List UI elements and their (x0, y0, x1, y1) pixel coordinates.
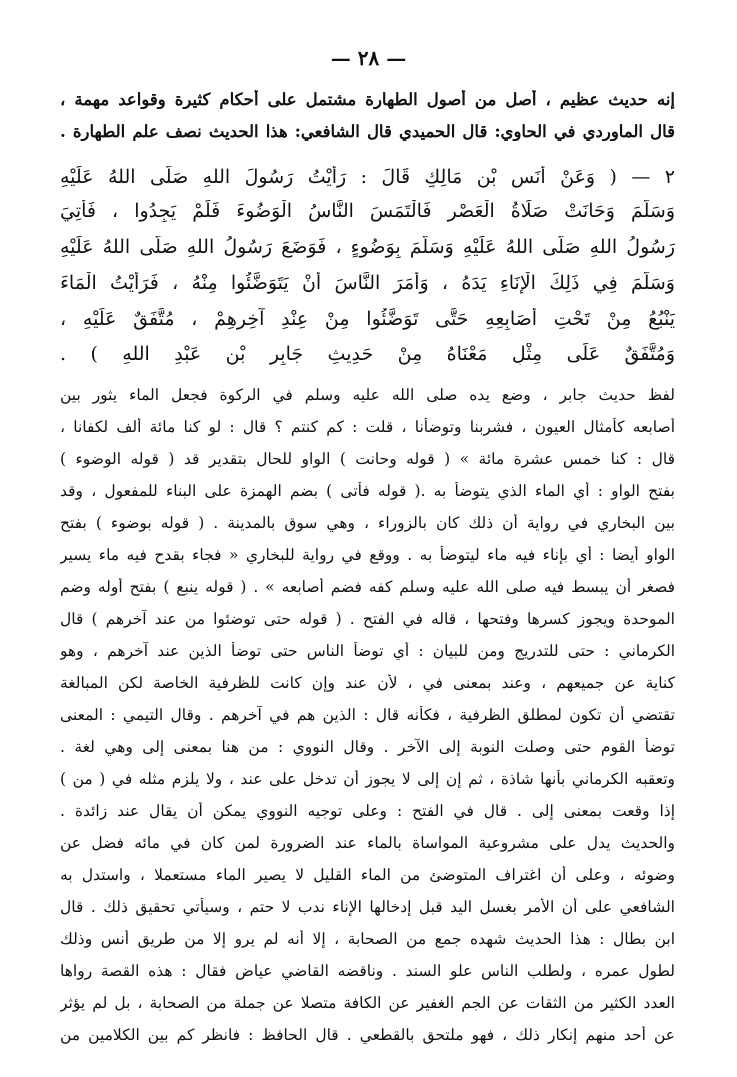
page-number: — ٢٨ — (330, 46, 407, 70)
hadith-line: وَسَلَّمَ وَحَانَتْ صَلَاةُ الْعَصْرِ فَالْتَمَسَ النَّاسُ الْوَضُوءَ فَلَمْ يَجِدُوا ، فَأُتِيَ (60, 200, 675, 222)
commentary-line: ابن بطال : هذا الحديث شهده جمع من الصحابة ، إلا أنه لم يرو إلا من طريق أنس وذلك (60, 930, 675, 948)
hadith-line: وَمُتَّفَقٌ عَلَى مِثْلِ مَعْنَاهُ مِنْ حَدِيثِ جَابِرِ بْنِ عَبْدِ اللهِ ) . (60, 343, 675, 365)
intro-line: إنه حديث عظيم ، أصل من أصول الطهارة مشتمل على أحكام كثيرة وقواعد مهمة ، (60, 90, 675, 109)
commentary-line: وضوئه ، وعلى أن اغتراف المتوضئ من الماء القليل لا يصير الماء مستعملا ، واستدل به (60, 866, 675, 884)
commentary-line: إذا وقعت بمعنى إلى . قال في الفتح : وعلى توجيه النووي يمكن أن يقال عند زائدة . (60, 802, 675, 820)
commentary-line: عن أحد منهم إنكار ذلك ، فهو ملتحق بالقطعي . قال الحافظ : فانظر كم بين الكلامين من (60, 1026, 675, 1044)
commentary-line: تقتضي أن تكون لمطلق الظرفية ، فكأنه قال : الذين هم في آخرهم . وقال التيمي : المعنى (60, 706, 675, 724)
commentary-line: والحديث يدل على مشروعية المواساة بالماء عند الضرورة لمن كان في مائه فضل عن (60, 834, 675, 852)
commentary-line: بفتح الواو : أي الماء الذي يتوضأ به .( قوله فأتى ) بضم الهمزة على البناء للمفعول ، وقد (60, 482, 675, 500)
commentary-line: كناية عن جميعهم ، وعند بمعنى في ، لأن عند وإن كانت للظرفية الخاصة لكن المبالغة (60, 674, 675, 692)
hadith-line: ٢ — ( وَعَنْ أَنَسِ بْنِ مَالِكٍ قَالَ : رَأَيْتُ رَسُولَ اللهِ صَلَّى اللهُ عَلَيْهِ (60, 166, 675, 188)
hadith-line: يَنْبُعُ مِنْ تَحْتِ أَصَابِعِهِ حَتَّى تَوَضَّئُوا مِنْ عِنْدِ آخِرِهِمْ ، مُتَّفَقٌ عَلَيْهِ ، (60, 308, 675, 330)
commentary-line: توضأ القوم حتى وصلت النوبة إلى الآخر . وقال النووي : من هنا بمعنى إلى وهي لغة . (60, 738, 675, 756)
commentary-line: لفظ حديث جابر ، وضع يده صلى الله عليه وسلم في الركوة فجعل الماء يثور بين (60, 386, 675, 404)
commentary-line: العدد الكثير من الثقات عن الجم الغفير عن الكافة متصلا عن جملة من الصحابة ، بل لم يؤثر (60, 994, 675, 1012)
hadith-line: رَسُولُ اللهِ صَلَّى اللهُ عَلَيْهِ وَسَلَّمَ بِوَضُوءٍ ، فَوَضَعَ رَسُولُ اللهِ صَلَّى اللهُ عَلَيْهِ (60, 236, 675, 258)
commentary-line: فصغر أن يبسط فيه صلى الله عليه وسلم كفه فضم أصابعه » . ( قوله ينبع ) بفتح أوله وضم (60, 578, 675, 596)
commentary-line: الكرماني : حتى للتدريج ومن للبيان : أي توضأ الناس حتى توضأ الذين عند آخرهم ، وهو (60, 642, 675, 660)
commentary-line: أصابعه كأمثال العيون ، فشربنا وتوضأنا ، قلت : كم كنتم ؟ قال : لو كنا مائة ألف لكفانا ، (60, 418, 675, 436)
commentary-line: الشافعي على أن الأمر بغسل اليد قبل إدخالها الإناء ندب لا حتم ، وسيأتي تحقيق ذلك . قال (60, 898, 675, 916)
commentary-line: الواو أيضا : أي بإناء فيه ماء ليتوضأ به . ووقع في رواية للبخاري « فجاء بقدح فيه ماء يسير (60, 546, 675, 564)
hadith-line: وَسَلَّمَ فِي ذَلِكَ الْإِنَاءِ يَدَهُ ، وَأَمَرَ النَّاسَ أَنْ يَتَوَضَّئُوا مِنْهُ ، فَرَأَيْتُ الْمَاءَ (60, 272, 675, 294)
commentary-line: وتعقبه الكرماني بأنها شاذة ، ثم إن إلى لا يجوز أن تدخل على عند ، ولا يلزم مثله في ( من ) (60, 770, 675, 788)
commentary-line: لطول عمره ، ولطلب الناس علو السند . وناقضه القاضي عياض فقال : هذه القصة رواها (60, 962, 675, 980)
commentary-line: الموحدة ويجوز كسرها وفتحها ، قاله في الفتح . ( قوله حتى توضئوا من عند آخرهم ) قال (60, 610, 675, 628)
commentary-line: بين البخاري في رواية أن ذلك كان بالزوراء ، وهي سوق بالمدينة . ( قوله بوضوء ) بفتح (60, 514, 675, 532)
intro-line: قال الماوردي في الحاوي: قال الحميدي قال الشافعي: هذا الحديث نصف علم الطهارة . (60, 122, 675, 141)
commentary-line: قال : كنا خمس عشرة مائة » ( قوله وحانت ) الواو للحال بتقدير قد ( قوله الوضوء ) (60, 450, 675, 468)
